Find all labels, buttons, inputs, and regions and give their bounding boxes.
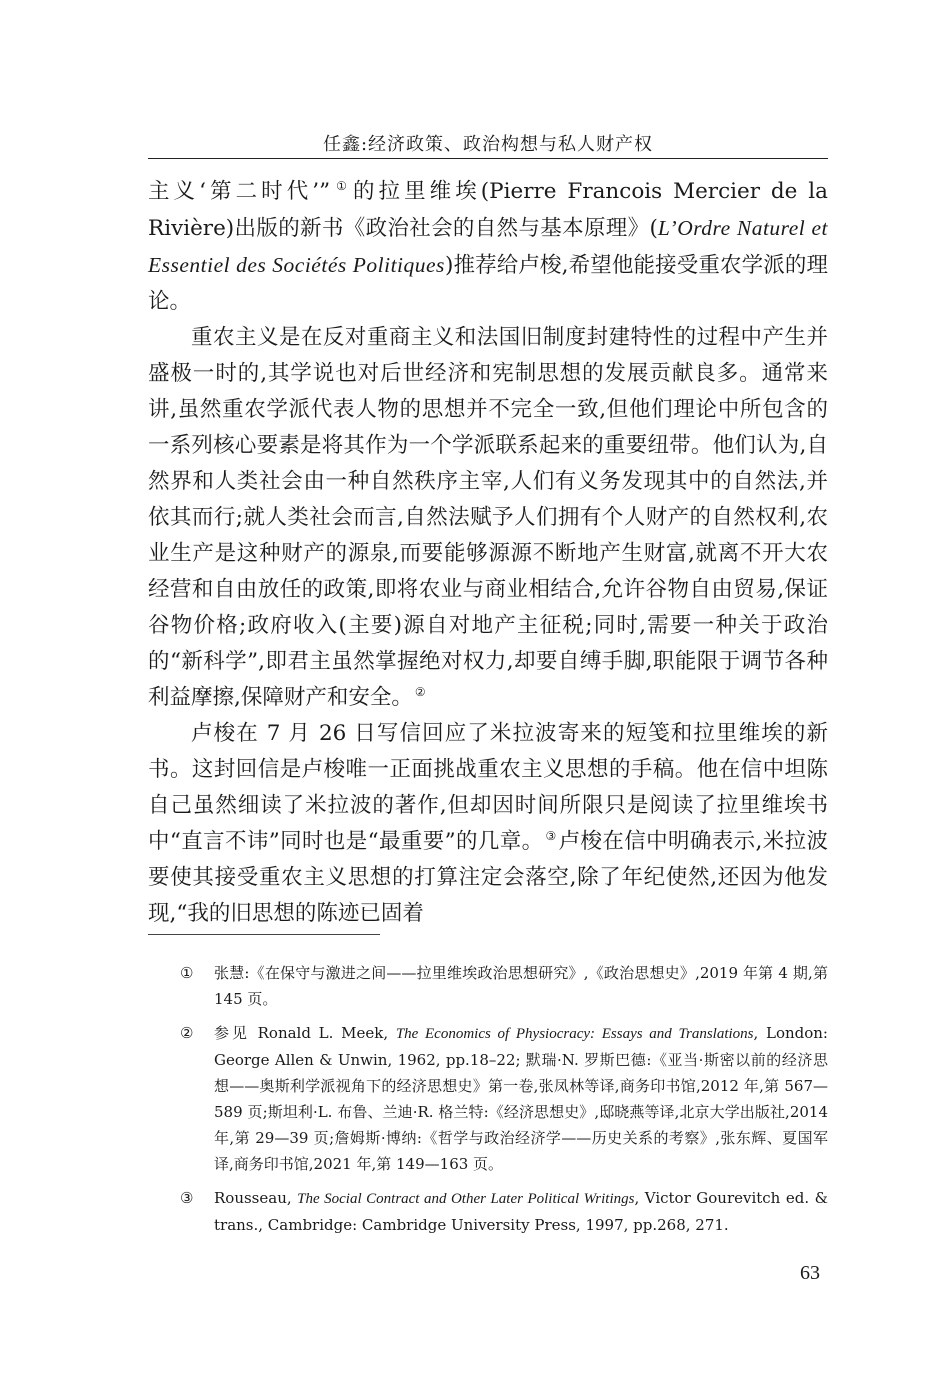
footnote-mark-2: ② bbox=[180, 1024, 194, 1042]
footnote-ref-3[interactable]: ③ bbox=[545, 828, 557, 843]
running-title: 任鑫:经济政策、政治构想与私人财产权 bbox=[322, 134, 654, 155]
paragraph-2 bbox=[148, 320, 828, 716]
header-rule bbox=[148, 158, 828, 159]
p3-text-b: 卢梭在信中明确表示,米拉波要使其接受重农主义思想的打算注定会落空,除了年纪使然,还因为他发现,“我的旧思想的陈迹已固着 bbox=[148, 829, 828, 926]
footnote-3-title: The Social Contract and Other Later Political Writings bbox=[297, 1191, 635, 1207]
footnote-1-text: 张慧:《在保守与激进之间——拉里维埃政治思想研究》,《政治思想史》,2019 年第 4 期,第 145 页。 bbox=[214, 964, 828, 1008]
paragraph-1 bbox=[148, 174, 828, 320]
p2-text: 重农主义是在反对重商主义和法国旧制度封建特性的过程中产生并盛极一时的,其学说也对后世经济和宪制思想的发展贡献良多。通常来讲,虽然重农学派代表人物的思想并不完全一致,但他们理论中所包含的一系列核心要素是将其作为一个学派联系起来的重要纽带。他们认为,自然界和人类社会由一种自然秩序主宰,人们有义务发现其中的自然法,并依其而行;就人类社会而言,自然法赋予人们拥有个人财产的自然权利,农业生产是这种财产的源泉,而要能够源源不断地产生财富,就离不开大农经营和自由放任的政策,即将农业与商业相结合,允许谷物自由贸易,保证谷物价格;政府收入(主要)源自对地产主征税;同时,需要一种关于政治的“新科学”,即君主虽然掌握绝对权力,却要自缚手脚,职能限于调节各种利益摩擦,保障财产和安全。 bbox=[148, 325, 828, 710]
book-title-italic: L’Ordre Naturel et Essentiel des Sociétés Politiques bbox=[148, 216, 828, 277]
footnote-3-text-b: , Victor Gourevitch ed. & trans., Cambridge: Cambridge University Press, 1997, pp.268, 271. bbox=[214, 1189, 828, 1234]
footnotes bbox=[148, 960, 828, 1246]
footnote-2-text-b: , London: George Allen & Unwin, 1962, pp.18–22; 默瑞·N. 罗斯巴德:《亚当·斯密以前的经济思想——奥斯利学派视角下的经济思想史》第一卷,张凤林等译,商务印书馆,2012 年,第 567—589 页;斯坦利·L. 布鲁、兰迪·R. 格兰特:《经济思想史》,邸晓燕等译,北京大学出版社,2014 年,第 29—39 页;詹姆斯·博纳:《哲学与政治经济学——历史关系的考察》,张东辉、夏国军译,商务印书馆,2021 年,第 149—163 页。 bbox=[214, 1024, 828, 1173]
footnote-ref-2[interactable]: ② bbox=[414, 684, 426, 699]
p1-text-a: 主义‘第二时代’” bbox=[148, 179, 331, 204]
main-text bbox=[148, 174, 828, 932]
footnote-mark-1: ① bbox=[180, 964, 194, 982]
paragraph-3 bbox=[148, 716, 828, 932]
p3-text-a: 卢梭在 7 月 26 日写信回应了米拉波寄来的短笺和拉里维埃的新书。这封回信是卢梭唯一正面挑战重农主义思想的手稿。他在信中坦陈自己虽然细读了米拉波的著作,但却因时间所限只是阅读了拉里维埃书中“直言不讳”同时也是“最重要”的几章。 bbox=[148, 721, 828, 854]
footnote-1 bbox=[148, 960, 828, 1012]
footnote-2-title: The Economics of Physiocracy: Essays and Translations bbox=[395, 1026, 754, 1042]
footnote-2-text-a: 参见 Ronald L. Meek, bbox=[214, 1024, 396, 1042]
footnote-rule bbox=[148, 934, 380, 935]
p1-text-b: 的拉里维埃(Pierre Francois Mercier de la Rivière)出版的新书《政治社会的自然与基本原理》( bbox=[148, 179, 828, 241]
page-number: 63 bbox=[800, 1262, 820, 1284]
p1-text-c: )推荐给卢梭,希望他能接受重农学派的理论。 bbox=[148, 253, 828, 314]
footnote-3 bbox=[148, 1185, 828, 1238]
footnote-2 bbox=[148, 1020, 828, 1177]
footnote-3-text-a: Rousseau, bbox=[214, 1189, 298, 1207]
footnote-mark-3: ③ bbox=[180, 1189, 194, 1207]
footnote-ref-1[interactable]: ① bbox=[332, 178, 351, 193]
